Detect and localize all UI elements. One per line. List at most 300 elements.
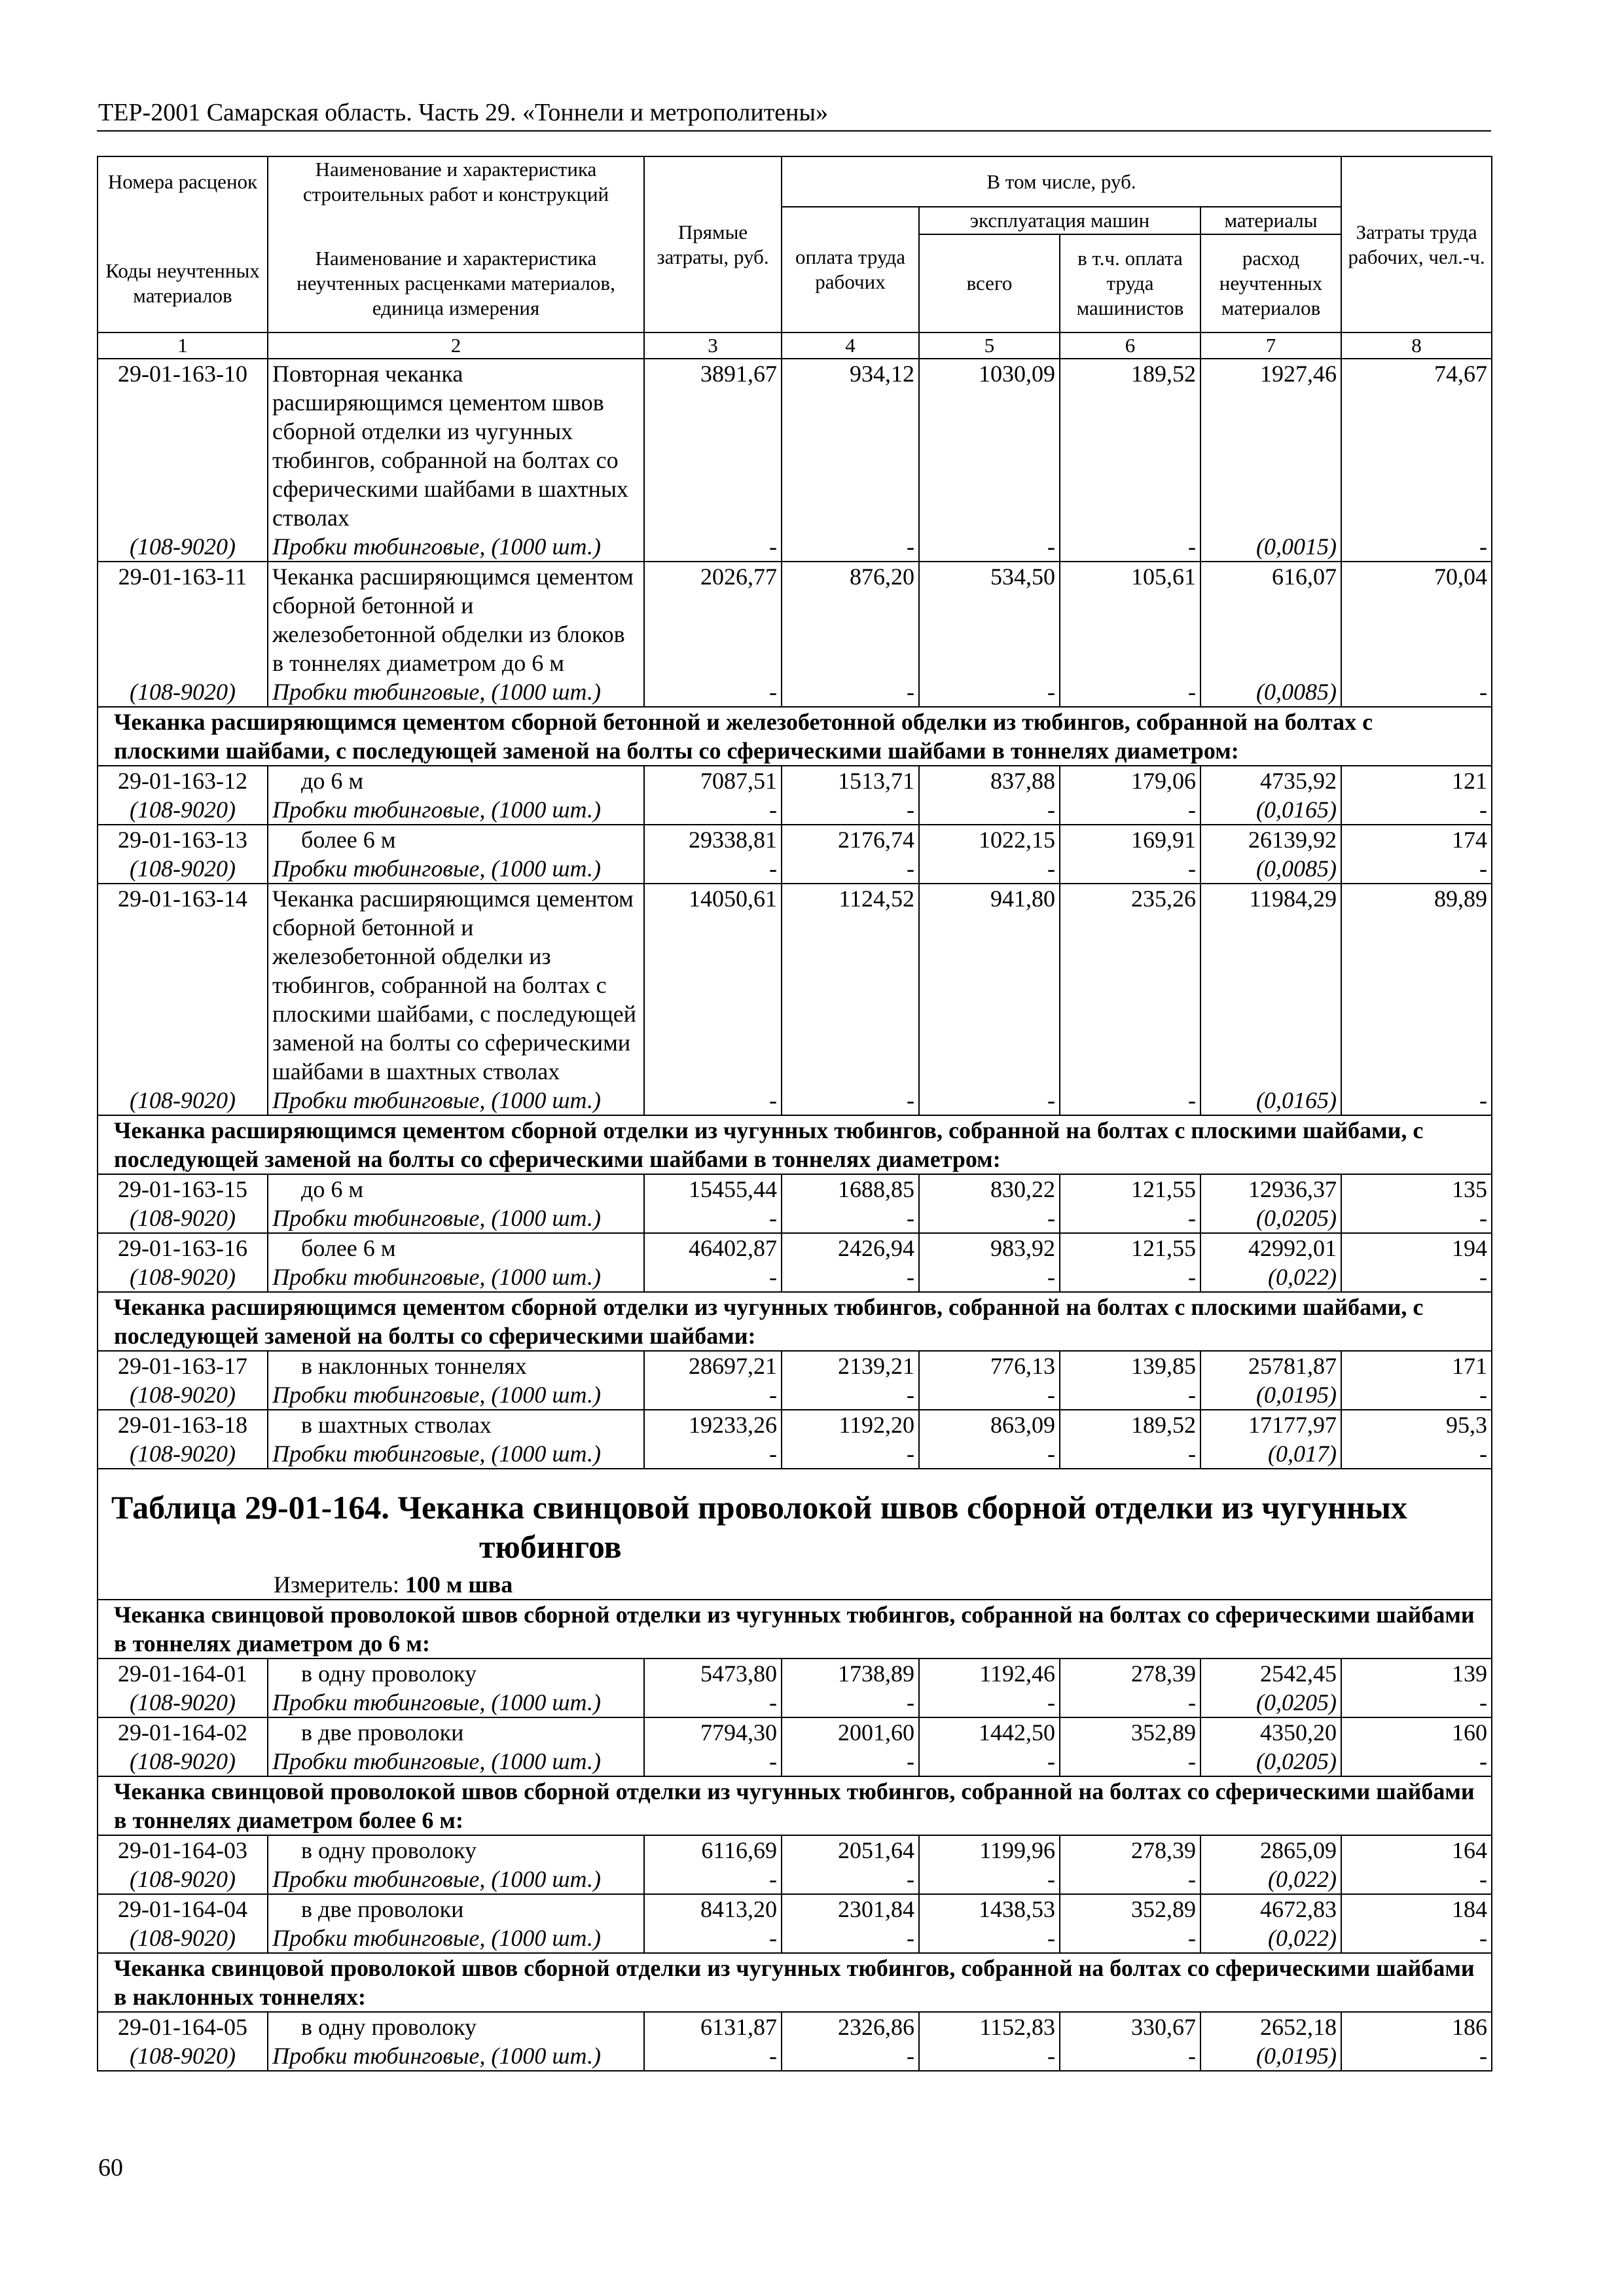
material-quantity [1200,1747,1341,1776]
materials-cost-value: 4350,20 [1200,1717,1341,1747]
material-quantity-text: (0,017) [1268,1441,1337,1467]
dash-cell: - [1060,854,1200,884]
rate-row [98,1717,1492,1747]
material-row [98,1924,1492,1953]
dash-cell: - [1341,1924,1492,1953]
labor-hours-value: 171 [1341,1351,1492,1380]
labor-hours-value: 186 [1341,2012,1492,2041]
direct-costs-value: 6131,87 [644,2012,782,2041]
header-rule [97,130,1491,132]
material-quantity-text: (0,0015) [1256,533,1337,560]
materials-cost-value: 4735,92 [1200,766,1341,795]
rate-row [98,766,1492,795]
section-heading: Чеканка свинцовой проволокой швов сборной отделки из чугунных тюбингов, собранной на болтах со сферическими шайбами в тоннелях диаметром более 6 м: [98,1776,1492,1835]
dash-cell: - [1060,677,1200,707]
rate-name: в две проволоки [268,1894,644,1924]
material-name-text: Пробки тюбинговые, (1000 шт.) [272,1866,601,1892]
rate-name: Чеканка расширяющимся цементом сборной бетонной и железобетонной обделки из блоков в тоннелях диаметром до 6 м [268,562,644,677]
material-row [98,1086,1492,1115]
material-row [98,1747,1492,1776]
measure-unit [98,1570,1492,1600]
material-name [268,677,644,707]
rate-code: 29-01-163-12 [98,766,268,795]
rate-code: 29-01-164-05 [98,2012,268,2041]
rate-row [98,562,1492,677]
section-heading: Чеканка расширяющимся цементом сборной бетонной и железобетонной обделки из тюбингов, собранной на болтах с плоскими шайбами, с последующей заменой на болты со сферическими шайбами в тоннелях диаметром: [98,707,1492,766]
header-machinist-wage: в т.ч. оплата труда машинистов [1060,234,1200,332]
material-quantity [1200,795,1341,825]
rate-code: 29-01-163-11 [98,562,268,677]
material-code-text: (108-9020) [130,1866,236,1892]
dash-cell: - [1341,1865,1492,1894]
dash-cell: - [1060,1688,1200,1717]
dash-cell: - [782,1263,919,1292]
material-quantity [1200,1086,1341,1115]
direct-costs-value: 2026,77 [644,562,782,677]
materials-cost-value: 11984,29 [1200,884,1341,1086]
material-quantity-text: (0,022) [1268,1264,1337,1290]
column-number: 3 [644,332,782,359]
dash-cell: - [1341,532,1492,562]
material-name-text: Пробки тюбинговые, (1000 шт.) [272,1689,601,1715]
direct-costs-value: 7794,30 [644,1717,782,1747]
dash-cell: - [1060,1086,1200,1115]
rate-row [98,1174,1492,1204]
rate-row [98,884,1492,1086]
section-row [98,707,1492,766]
dash-cell: - [782,795,919,825]
column-number: 5 [919,332,1060,359]
material-code-text: (108-9020) [130,1264,236,1290]
material-quantity [1200,1688,1341,1717]
materials-cost-value: 2652,18 [1200,2012,1341,2041]
material-row [98,795,1492,825]
section-row [98,1776,1492,1835]
dash-cell: - [1341,1688,1492,1717]
material-quantity-text: (0,0205) [1256,1748,1337,1774]
dash-cell: - [1060,1380,1200,1410]
direct-costs-value: 15455,44 [644,1174,782,1204]
direct-costs-value: 46402,87 [644,1233,782,1263]
dash-cell: - [782,2041,919,2071]
material-row [98,1688,1492,1717]
dash-cell: - [919,1086,1060,1115]
rates-table [97,156,1492,2072]
dash-cell: - [1341,1380,1492,1410]
rate-row [98,359,1492,532]
rate-name: в наклонных тоннелях [268,1351,644,1380]
dash-cell: - [919,1924,1060,1953]
dash-cell: - [782,854,919,884]
header-machines-total: всего [919,234,1060,332]
rate-code: 29-01-163-15 [98,1174,268,1204]
section-row [98,1292,1492,1351]
dash-cell: - [1341,1204,1492,1233]
page-number: 60 [98,2154,123,2181]
material-row [98,1263,1492,1292]
worker-wage-value: 1688,85 [782,1174,919,1204]
material-name [268,1380,644,1410]
material-quantity-text: (0,0205) [1256,1205,1337,1231]
labor-hours-value: 121 [1341,766,1492,795]
material-row [98,2041,1492,2071]
dash-cell: - [644,1086,782,1115]
material-code [98,1865,268,1894]
material-quantity [1200,1380,1341,1410]
dash-cell: - [644,1439,782,1469]
dash-cell: - [919,2041,1060,2071]
machinist-wage-value: 278,39 [1060,1835,1200,1865]
header-labor-costs: Затраты труда рабочих, чел.-ч. [1341,156,1492,332]
machinist-wage-value: 352,89 [1060,1894,1200,1924]
rate-code: 29-01-163-14 [98,884,268,1086]
material-name [268,1747,644,1776]
dash-cell: - [1341,1263,1492,1292]
dash-cell: - [1341,795,1492,825]
material-quantity [1200,1924,1341,1953]
material-row [98,1380,1492,1410]
dash-cell: - [1341,1086,1492,1115]
worker-wage-value: 2426,94 [782,1233,919,1263]
dash-cell: - [1341,677,1492,707]
material-name-text: Пробки тюбинговые, (1000 шт.) [272,1925,601,1951]
rate-code: 29-01-164-04 [98,1894,268,1924]
section-row [98,1600,1492,1659]
direct-costs-value: 19233,26 [644,1410,782,1439]
material-code [98,677,268,707]
rate-row [98,1659,1492,1688]
dash-cell: - [919,1865,1060,1894]
machinist-wage-value: 278,39 [1060,1659,1200,1688]
material-code-text: (108-9020) [130,1925,236,1951]
rate-row [98,1351,1492,1380]
labor-hours-value: 164 [1341,1835,1492,1865]
column-number: 2 [268,332,644,359]
rate-name: до 6 м [268,766,644,795]
rate-name: в две проволоки [268,1717,644,1747]
direct-costs-value: 5473,80 [644,1659,782,1688]
material-name-text: Пробки тюбинговые, (1000 шт.) [272,1205,601,1231]
dash-cell: - [782,532,919,562]
dash-cell: - [644,795,782,825]
table-title-line-1: Таблица 29-01-164. Чеканка свинцовой проволокой швов сборной отделки из чугунных [111,1489,1407,1526]
worker-wage-value: 2139,21 [782,1351,919,1380]
material-code-text: (108-9020) [130,797,236,823]
column-number: 8 [1341,332,1492,359]
material-quantity-text: (0,0195) [1256,2043,1337,2069]
dash-cell: - [644,854,782,884]
labor-hours-value: 160 [1341,1717,1492,1747]
machinist-wage-value: 235,26 [1060,884,1200,1086]
header-wage: оплата труда рабочих [782,207,919,332]
machinist-wage-value: 105,61 [1060,562,1200,677]
rate-name: в одну проволоку [268,1659,644,1688]
materials-cost-value: 42992,01 [1200,1233,1341,1263]
machines-total-value: 837,88 [919,766,1060,795]
material-quantity-text: (0,0205) [1256,1689,1337,1715]
page-header: ТЕР-2001 Самарская область. Часть 29. «Тоннели и метрополитены» [98,99,829,126]
material-code [98,1086,268,1115]
dash-cell: - [644,1263,782,1292]
dash-cell: - [1060,2041,1200,2071]
rate-row [98,1410,1492,1439]
dash-cell: - [644,1204,782,1233]
material-quantity-text: (0,022) [1268,1866,1337,1892]
material-quantity-text: (0,022) [1268,1925,1337,1951]
worker-wage-value: 876,20 [782,562,919,677]
machinist-wage-value: 352,89 [1060,1717,1200,1747]
material-row [98,532,1492,562]
machines-total-value: 863,09 [919,1410,1060,1439]
material-quantity-text: (0,0165) [1256,797,1337,823]
dash-cell: - [644,1924,782,1953]
material-code [98,1263,268,1292]
labor-hours-value: 70,04 [1341,562,1492,677]
material-code [98,2041,268,2071]
machines-total-value: 1022,15 [919,825,1060,854]
dash-cell: - [782,1747,919,1776]
dash-cell: - [919,795,1060,825]
rate-code: 29-01-164-02 [98,1717,268,1747]
material-name [268,854,644,884]
materials-cost-value: 17177,97 [1200,1410,1341,1439]
materials-cost-value: 616,07 [1200,562,1341,677]
worker-wage-value: 1124,52 [782,884,919,1086]
rate-code: 29-01-163-13 [98,825,268,854]
material-row [98,854,1492,884]
material-row [98,1204,1492,1233]
machines-total-value: 983,92 [919,1233,1060,1263]
dash-cell: - [1060,1439,1200,1469]
labor-hours-value: 139 [1341,1659,1492,1688]
worker-wage-value: 2176,74 [782,825,919,854]
dash-cell: - [644,2041,782,2071]
dash-cell: - [1341,854,1492,884]
dash-cell: - [919,854,1060,884]
material-name-text: Пробки тюбинговые, (1000 шт.) [272,1748,601,1774]
material-code [98,1439,268,1469]
dash-cell: - [1060,1747,1200,1776]
direct-costs-value: 14050,61 [644,884,782,1086]
section-heading: Чеканка расширяющимся цементом сборной отделки из чугунных тюбингов, собранной на болтах с плоскими шайбами, с последующей заменой на болты со сферическими шайбами: [98,1292,1492,1351]
dash-cell: - [644,1380,782,1410]
material-name [268,1924,644,1953]
dash-cell: - [782,1439,919,1469]
dash-cell: - [782,1865,919,1894]
dash-cell: - [644,1688,782,1717]
dash-cell: - [782,677,919,707]
material-name [268,1263,644,1292]
dash-cell: - [1060,795,1200,825]
dash-cell: - [644,1865,782,1894]
dash-cell: - [919,1263,1060,1292]
machinist-wage-value: 139,85 [1060,1351,1200,1380]
material-row [98,1865,1492,1894]
material-code [98,1380,268,1410]
material-code-text: (108-9020) [130,1205,236,1231]
rate-code: 29-01-163-17 [98,1351,268,1380]
section-row [98,1953,1492,2012]
dash-cell: - [1341,1439,1492,1469]
material-code-text: (108-9020) [130,2043,236,2069]
rate-code: 29-01-163-16 [98,1233,268,1263]
dash-cell: - [919,1688,1060,1717]
material-name-text: Пробки тюбинговые, (1000 шт.) [272,855,601,882]
material-code [98,1924,268,1953]
section-heading: Чеканка свинцовой проволокой швов сборной отделки из чугунных тюбингов, собранной на болтах со сферическими шайбами в тоннелях диаметром до 6 м: [98,1600,1492,1659]
material-code [98,854,268,884]
rate-code: 29-01-163-18 [98,1410,268,1439]
direct-costs-value: 6116,69 [644,1835,782,1865]
material-code-text: (108-9020) [130,1748,236,1774]
dash-cell: - [919,1204,1060,1233]
material-name-text: Пробки тюбинговые, (1000 шт.) [272,533,601,560]
material-quantity [1200,677,1341,707]
unit-value: 100 м шва [405,1571,513,1598]
machines-total-value: 1192,46 [919,1659,1060,1688]
material-name [268,532,644,562]
material-name-text: Пробки тюбинговые, (1000 шт.) [272,1441,601,1467]
header-machines: эксплуатация машин [919,207,1200,234]
machines-total-value: 534,50 [919,562,1060,677]
labor-hours-value: 135 [1341,1174,1492,1204]
materials-cost-value: 4672,83 [1200,1894,1341,1924]
table-title [98,1469,1492,1570]
direct-costs-value: 7087,51 [644,766,782,795]
worker-wage-value: 1513,71 [782,766,919,795]
dash-cell: - [644,532,782,562]
rate-row [98,1835,1492,1865]
header-name-bottom: Наименование и характеристика неучтенных расценками материалов, единица измерения [268,234,644,332]
material-name-text: Пробки тюбинговые, (1000 шт.) [272,1264,601,1290]
materials-cost-value: 1927,46 [1200,359,1341,532]
rate-row [98,1233,1492,1263]
material-code [98,1747,268,1776]
material-name-text: Пробки тюбинговые, (1000 шт.) [272,1382,601,1408]
materials-cost-value: 2542,45 [1200,1659,1341,1688]
material-code-text: (108-9020) [130,1441,236,1467]
rate-name: в одну проволоку [268,2012,644,2041]
materials-cost-value: 25781,87 [1200,1351,1341,1380]
rate-name: в одну проволоку [268,1835,644,1865]
rate-name: Повторная чеканка расширяющимся цементом швов сборной отделки из чугунных тюбингов, собранной на болтах со сферическими шайбами в шахтных стволах [268,359,644,532]
machines-total-value: 1442,50 [919,1717,1060,1747]
machinist-wage-value: 179,06 [1060,766,1200,795]
material-code-text: (108-9020) [130,1382,236,1408]
material-name-text: Пробки тюбинговые, (1000 шт.) [272,797,601,823]
material-name [268,1204,644,1233]
header-name-top: Наименование и характеристика строительных работ и конструкций [268,156,644,207]
labor-hours-value: 184 [1341,1894,1492,1924]
worker-wage-value: 1192,20 [782,1410,919,1439]
dash-cell: - [919,532,1060,562]
material-name [268,1439,644,1469]
column-numbers-row [98,332,1492,359]
material-code [98,532,268,562]
rate-name: более 6 м [268,825,644,854]
column-number: 7 [1200,332,1341,359]
column-number: 4 [782,332,919,359]
machines-total-value: 1152,83 [919,2012,1060,2041]
rate-name: в шахтных стволах [268,1410,644,1439]
material-code-text: (108-9020) [130,1087,236,1113]
header-unaccounted: расход неучтенных материалов [1200,234,1341,332]
machinist-wage-value: 121,55 [1060,1174,1200,1204]
dash-cell: - [644,1747,782,1776]
material-quantity-text: (0,0165) [1256,1087,1337,1113]
direct-costs-value: 8413,20 [644,1894,782,1924]
machines-total-value: 776,13 [919,1351,1060,1380]
labor-hours-value: 174 [1341,825,1492,854]
dash-cell: - [919,1380,1060,1410]
table-title-row [98,1469,1492,1570]
material-quantity [1200,854,1341,884]
machinist-wage-value: 330,67 [1060,2012,1200,2041]
worker-wage-value: 2051,64 [782,1835,919,1865]
material-name [268,1688,644,1717]
unit-row [98,1570,1492,1600]
section-heading: Чеканка свинцовой проволокой швов сборной отделки из чугунных тюбингов, собранной на болтах со сферическими шайбами в наклонных тоннелях: [98,1953,1492,2012]
dash-cell: - [782,1204,919,1233]
header-including: В том числе, руб. [782,156,1341,207]
worker-wage-value: 2326,86 [782,2012,919,2041]
labor-hours-value: 194 [1341,1233,1492,1263]
machinist-wage-value: 189,52 [1060,1410,1200,1439]
direct-costs-value: 3891,67 [644,359,782,532]
material-code-text: (108-9020) [130,1689,236,1715]
dash-cell: - [919,677,1060,707]
materials-cost-value: 2865,09 [1200,1835,1341,1865]
header-direct-costs: Прямые затраты, руб. [644,156,782,332]
material-code-text: (108-9020) [130,679,236,705]
labor-hours-value: 95,3 [1341,1410,1492,1439]
material-code [98,1204,268,1233]
dash-cell: - [919,1747,1060,1776]
material-quantity [1200,1204,1341,1233]
machines-total-value: 830,22 [919,1174,1060,1204]
machines-total-value: 941,80 [919,884,1060,1086]
rate-name: более 6 м [268,1233,644,1263]
material-quantity [1200,2041,1341,2071]
material-name [268,1086,644,1115]
material-name-text: Пробки тюбинговые, (1000 шт.) [272,2043,601,2069]
worker-wage-value: 2001,60 [782,1717,919,1747]
machinist-wage-value: 189,52 [1060,359,1200,532]
material-name [268,1865,644,1894]
rate-row [98,2012,1492,2041]
section-heading: Чеканка расширяющимся цементом сборной отделки из чугунных тюбингов, собранной на болтах с плоскими шайбами, с последующей заменой на болты со сферическими шайбами в тоннелях диаметром: [98,1115,1492,1174]
material-quantity [1200,1263,1341,1292]
dash-cell: - [1060,1263,1200,1292]
material-quantity [1200,1439,1341,1469]
worker-wage-value: 2301,84 [782,1894,919,1924]
material-row [98,1439,1492,1469]
table-title-line-2: тюбингов [479,1528,622,1565]
direct-costs-value: 28697,21 [644,1351,782,1380]
material-quantity-text: (0,0195) [1256,1382,1337,1408]
material-name [268,795,644,825]
material-name-text: Пробки тюбинговые, (1000 шт.) [272,1087,601,1113]
material-row [98,677,1492,707]
dash-cell: - [782,1380,919,1410]
material-quantity [1200,532,1341,562]
machines-total-value: 1030,09 [919,359,1060,532]
direct-costs-value: 29338,81 [644,825,782,854]
material-quantity [1200,1865,1341,1894]
rate-code: 29-01-163-10 [98,359,268,532]
machines-total-value: 1438,53 [919,1894,1060,1924]
dash-cell: - [1341,2041,1492,2071]
